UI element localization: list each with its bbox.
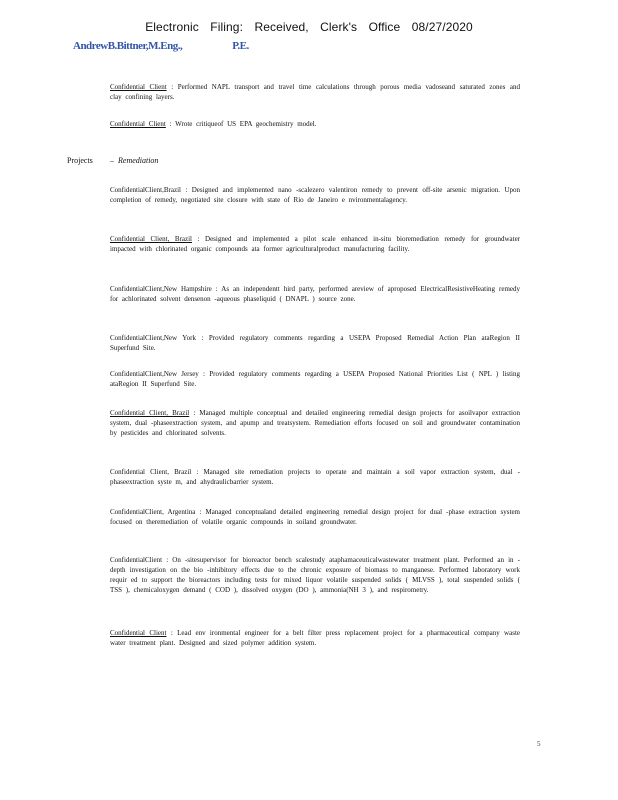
entry-description: : Managed conceptualand detailed engineering remedial design project for dual -phase extraction system focused on theremediation of volatile organic compounds in soiland groundwater.: [110, 508, 520, 526]
project-entry: [110, 507, 520, 527]
client-name: ConfidentialClient, Argentina: [110, 508, 196, 516]
entry-description: : Designed and implemented nano -scalezero valentiron remedy to prevent off-site arsenic migration. Upon completion of remedy, negotiated site closure with state of Rio de Janeiro e nvironmentalagency.: [110, 186, 521, 204]
intro-entry-geochemistry: [110, 119, 520, 129]
client-name: ConfidentialClient,New York: [110, 334, 196, 342]
intro-entry-napl: [110, 82, 520, 102]
entry-description: : Wrote critiqueof US EPA geochemistry model.: [169, 120, 317, 128]
client-name: Confidential Client, Brazil: [110, 235, 193, 243]
client-name: ConfidentialClient,New Hampshire: [110, 285, 212, 293]
entry-description: : On -sitesupervisor for bioreactor bench scalestudy ataphamaceuticalwastewater treatment plant. Performed an in -depth investigation on the bio -inhibitory effects due to the chronic exposure of biomass to manganese. Performed laboratory work requir ed to support the bioreactors including tests for mixed liquor volatile suspended solids ( MLVSS ), total suspended solids ( TSS ), chemicaloxygen demand ( COD ), dissolved oxygen (DO ), ammonia(NH 3 ), and respirometry.: [110, 556, 521, 594]
client-name: ConfidentialClient,Brazil: [110, 186, 181, 194]
entry-description: : Managed site remediation projects to operate and maintain a soil vapor extraction system, dual -phaseextraction syste m, and ahydraulicbarrier system.: [110, 468, 521, 486]
project-entry: [110, 369, 520, 389]
author-line: [73, 40, 249, 52]
entry-description: : Managed multiple conceptual and detailed engineering remedial design projects for asoilvapor extraction system, dual -phaseextraction system, and apump and treatsystem. Remediation efforts focused on soil and groundwater contamination by pesticides and chlorinated solvents.: [110, 409, 521, 437]
project-entry: [110, 628, 520, 648]
project-entry: [110, 185, 520, 205]
entry-description: : As an independentt hird party, performed areview of aproposed ElectricalResistiveHeating remedy for achlorinated solvent densenon -aqueous phaseliquid ( DNAPL ) source zone.: [110, 285, 521, 303]
client-name: ConfidentialClient,New Jersey: [110, 370, 199, 378]
entry-description: : Performed NAPL transport and travel time calculations through porous media vadoseand saturated zones and clay confining layers.: [110, 83, 520, 101]
project-entry: [110, 234, 520, 254]
project-entry: [110, 555, 520, 595]
section-title: [110, 156, 158, 165]
client-name: ConfidentialClient: [110, 556, 163, 564]
entry-description: : Provided regulatory comments regarding a USEPA Proposed National Priorities List ( NPL ) listing ataRegion II Superfund Site.: [110, 370, 520, 388]
entry-description: : Designed and implemented a pilot scale enhanced in-situ bioremediation remedy for groundwater impacted with chlorinated organic compounds ata former agriculturalproduct manufacturing facility.: [110, 235, 521, 253]
section-label: Projects: [67, 156, 93, 165]
page-number: 5: [537, 740, 541, 748]
project-entry: [110, 333, 520, 353]
section-dash: –: [110, 156, 114, 165]
client-name: Confidential Client, Brazil: [110, 468, 192, 476]
project-entry: [110, 284, 520, 304]
entry-description: : Provided regulatory comments regarding a USEPA Proposed Remedial Action Plan ataRegion II Superfund Site.: [110, 334, 521, 352]
section-title-text: Remediation: [118, 156, 159, 165]
project-entry: [110, 467, 520, 487]
client-name: Confidential Client, Brazil: [110, 409, 190, 417]
project-entry: [110, 408, 520, 438]
entry-description: : Lead env ironmental engineer for a belt filter press replacement project for a pharmaceutical company waste water treatment plant. Designed and sized polymer addition system.: [110, 629, 520, 647]
client-name: Confidential Client: [110, 120, 166, 128]
client-name: Confidential Client: [110, 83, 167, 91]
filing-stamp: Electronic Filing: Received, Clerk's Office 08/27/2020: [145, 20, 473, 34]
author-name: AndrewB.Bittner,M.Eng.,: [73, 40, 183, 52]
author-credential: P.E.: [232, 40, 249, 52]
client-name: Confidential Client: [110, 629, 167, 637]
